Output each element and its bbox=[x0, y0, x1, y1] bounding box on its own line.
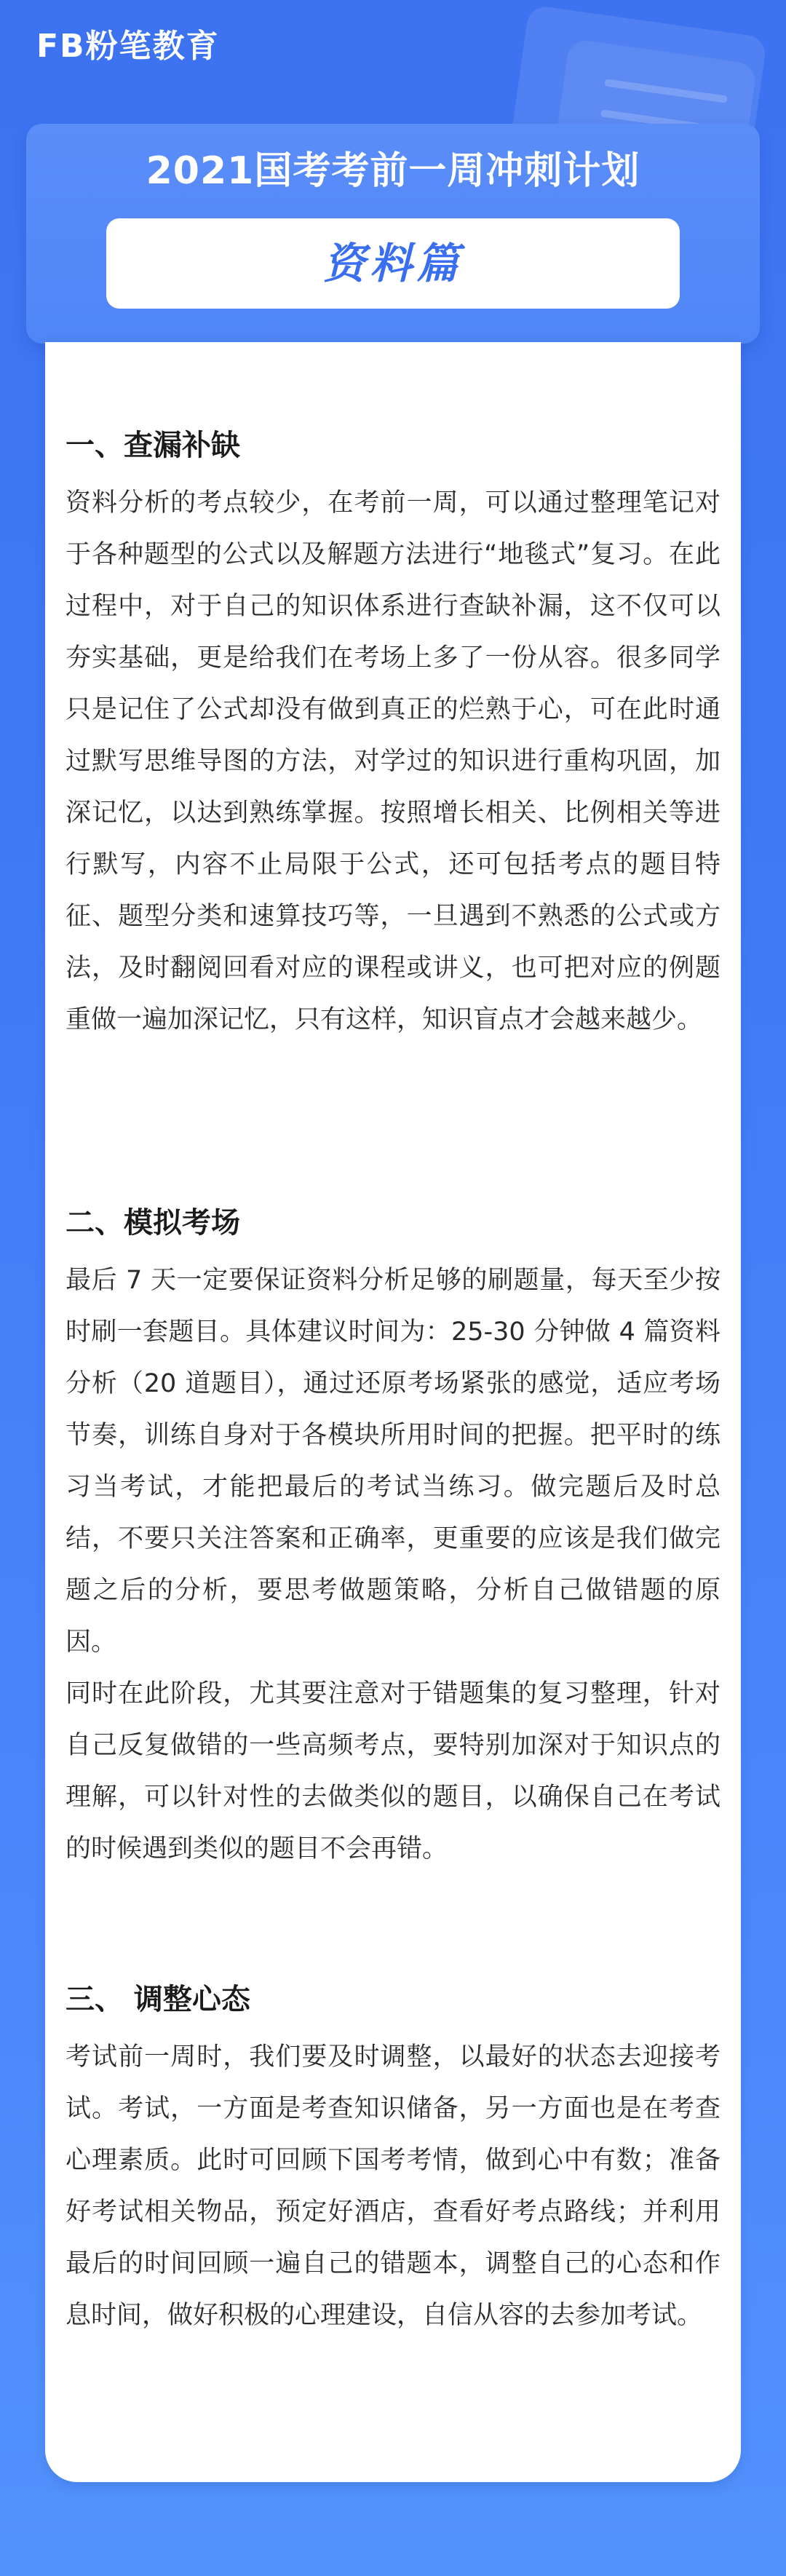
section-paragraph: 同时在此阶段，尤其要注意对于错题集的复习整理，针对自己反复做错的一些高频考点，要特别加深对于知识点的理解，可以针对性的去做类似的题目，以确保自己在考试的时候遇到类似的题目不会再错。 bbox=[66, 1679, 720, 1863]
page-title: 2021国考考前一周冲刺计划 bbox=[146, 149, 640, 193]
subtitle-text: 资料篇 bbox=[322, 239, 463, 288]
section-paragraph: 资料分析的考点较少，在考前一周，可以通过整理笔记对于各种题型的公式以及解题方法进行“地毯式”复习。在此过程中，对于自己的知识体系进行查缺补漏，这不仅可以夯实基础，更是给我们在考场上多了一份从容。很多同学只是记住了公式却没有做到真正的烂熟于心，可在此时通过默写思维导图的方法，对学过的知识进行重构巩固，加深记忆，以达到熟练掌握。按照增长相关、比例相关等进行默写，内容不止局限于公式，还可包括考点的题目特征、题型分类和速算技巧等，一旦遇到不熟悉的公式或方法，及时翻阅回看对应的课程或讲义，也可把对应的例题重做一遍加深记忆，只有这样，知识盲点才会越来越少。 bbox=[66, 488, 720, 1034]
section-paragraph: 最后 7 天一定要保证资料分析足够的刷题量，每天至少按时刷一套题目。具体建议时间为：25-30 分钟做 4 篇资料分析（20 道题目），通过还原考场紧张的感觉，适应考场节奏，训练自身对于各模块所用时间的把握。把平时的练习当考试，才能把最后的考试当练习。做完题后及时总结，不要只关注答案和正确率，更重要的应该是我们做完题之后的分析，要思考做题策略，分析自己做错题的原因。 bbox=[66, 1266, 720, 1657]
section-review bbox=[66, 424, 720, 1046]
section-mindset bbox=[66, 1978, 720, 2342]
brand-logo: FB粉笔教育 bbox=[36, 28, 220, 65]
section-title: 二、模拟考场 bbox=[66, 1206, 240, 1240]
subtitle-box bbox=[106, 218, 680, 309]
section-title: 一、查漏补缺 bbox=[66, 429, 240, 462]
section-paragraph: 考试前一周时，我们要及时调整，以最好的状态去迎接考试。考试，一方面是考查知识储备，另一方面也是在考查心理素质。此时可回顾下国考考情，做到心中有数；准备好考试相关物品，预定好酒店，查看好考点路线；并利用最后的时间回顾一遍自己的错题本，调整自己的心态和作息时间，做好积极的心理建设，自信从容的去参加考试。 bbox=[66, 2042, 720, 2330]
section-title: 三、 调整心态 bbox=[66, 1983, 250, 2016]
section-mock-exam bbox=[66, 1201, 720, 1875]
